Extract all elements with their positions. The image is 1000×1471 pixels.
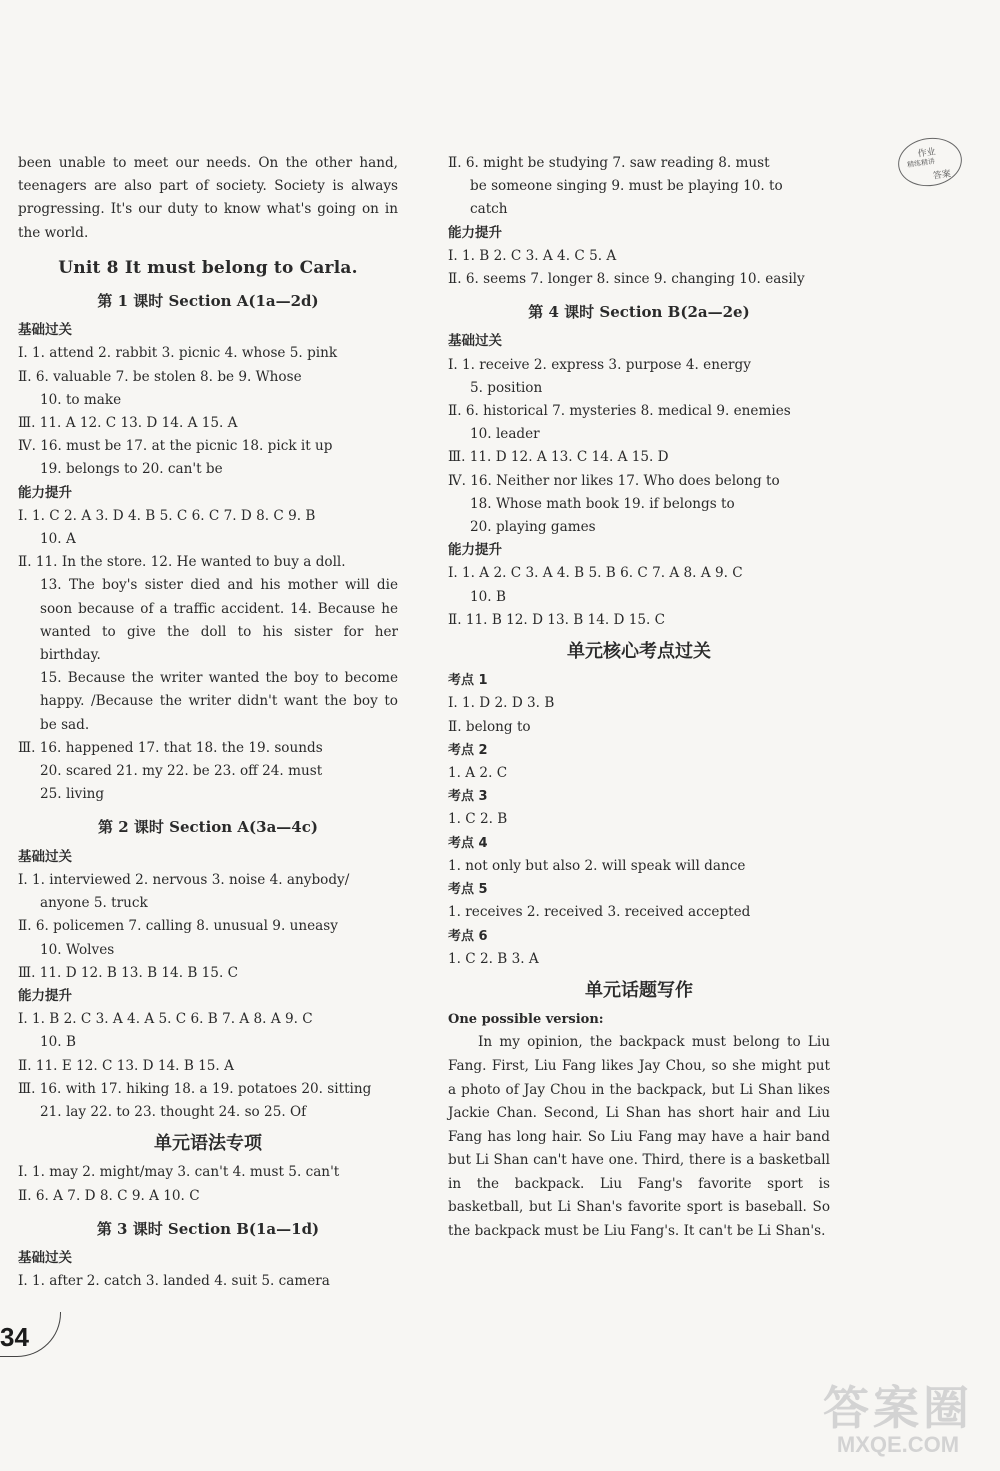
category-heading: 基础过关 bbox=[18, 848, 72, 865]
key-point-label: 考点 5 bbox=[448, 882, 488, 898]
answer-line: Ⅱ. 6. valuable 7. be stolen 8. be 9. Whose bbox=[18, 368, 302, 385]
corner-stamp: 作业 精练精讲 答案 bbox=[895, 134, 965, 190]
answer-line: Ⅰ. 1. B 2. C 3. A 4. A 5. C 6. B 7. A 8. A 9. C bbox=[18, 1011, 313, 1028]
answer-line: 19. belongs to 20. can't be bbox=[40, 461, 223, 478]
answer-line: Ⅱ. belong to bbox=[448, 718, 531, 735]
answer-line: Ⅱ. 6. might be studying 7. saw reading 8. must bbox=[448, 155, 770, 171]
intro-text: been unable to meet our needs. On the other hand, teenagers are also part of society. Society is always progressing. It's our duty to know what's going on in the world. bbox=[18, 155, 398, 241]
writing-title: 单元话题写作 bbox=[585, 979, 693, 1001]
answer-line: Ⅲ. 16. with 17. hiking 18. a 19. potatoes 20. sitting bbox=[18, 1080, 372, 1097]
answer-line: 25. living bbox=[40, 786, 105, 803]
answer-line: 10. A bbox=[40, 531, 76, 548]
lesson4-title: 第 4 课时 Section B(2a—2e) bbox=[528, 303, 750, 322]
answer-line: Ⅰ. 1. B 2. C 3. A 4. C 5. A bbox=[448, 247, 617, 264]
answer-line: 21. lay 22. to 23. thought 24. so 25. Of bbox=[40, 1103, 307, 1120]
answer-line: be someone singing 9. must be playing 10. to bbox=[470, 178, 783, 195]
answer-line: catch bbox=[470, 201, 508, 218]
category-heading: 能力提升 bbox=[448, 542, 502, 559]
answer-line: Ⅲ. 11. D 12. B 13. B 14. B 15. C bbox=[18, 964, 239, 981]
answer-line: Ⅰ. 1. C 2. A 3. D 4. B 5. C 6. C 7. D 8. C 9. B bbox=[18, 507, 316, 524]
watermark-url: MXQE.COM bbox=[836, 1432, 960, 1457]
answer-line: Ⅱ. 11. B 12. D 13. B 14. D 15. C bbox=[448, 611, 666, 628]
answer-line: Ⅱ. 6. A 7. D 8. C 9. A 10. C bbox=[18, 1187, 200, 1204]
watermark-cn: 答案圈 bbox=[823, 1382, 973, 1434]
category-heading: 基础过关 bbox=[18, 1249, 72, 1266]
answer-line: Ⅰ. 1. after 2. catch 3. landed 4. suit 5. camera bbox=[18, 1273, 330, 1290]
answer-line: Ⅲ. 11. D 12. A 13. C 14. A 15. D bbox=[448, 449, 669, 466]
answer-line: Ⅱ. 6. historical 7. mysteries 8. medical 9. enemies bbox=[448, 403, 791, 420]
answer-line: 1. C 2. B 3. A bbox=[448, 950, 539, 967]
category-heading: 基础过关 bbox=[448, 333, 502, 350]
answer-line: 20. scared 21. my 22. be 23. off 24. must bbox=[40, 763, 323, 780]
answer-line: 1. A 2. C bbox=[448, 765, 508, 782]
answer-line: Ⅰ. 1. A 2. C 3. A 4. B 5. B 6. C 7. A 8. A 9. C bbox=[448, 565, 743, 582]
answer-line: anyone 5. truck bbox=[40, 895, 148, 912]
unit-title: Unit 8 It must belong to Carla. bbox=[58, 257, 358, 278]
core-points-title: 单元核心考点过关 bbox=[567, 641, 711, 663]
essay-text: In my opinion, the backpack must belong to Liu Fang. First, Liu Fang likes Jay Chou, so she might put a photo of Jay Chou in the backpack, but Li Shan likes Jackie Chan. Second, Li Shan has short hair and Liu Fang has long hair. So Liu Fang may have a hair band but Li Shan can't have one. Third, there is a basketball in the backpack. Liu Fang's favorite sport is basketball, but Li Shan's favorite sport is baseball. So the backpack must be Liu Fang's. It can't be Li Shan's. bbox=[448, 1034, 830, 1240]
key-point-label: 考点 4 bbox=[448, 835, 488, 851]
grammar-title: 单元语法专项 bbox=[154, 1133, 262, 1155]
answer-line: 10. B bbox=[470, 588, 506, 605]
lesson3-title: 第 3 课时 Section B(1a—1d) bbox=[96, 1219, 320, 1238]
answer-line: Ⅰ. 1. D 2. D 3. B bbox=[448, 695, 555, 712]
answer-line: 1. not only but also 2. will speak will dance bbox=[448, 857, 746, 874]
category-heading: 能力提升 bbox=[448, 224, 502, 241]
lesson2-title: 第 2 课时 Section A(3a—4c) bbox=[98, 818, 318, 837]
key-point-label: 考点 2 bbox=[448, 742, 488, 758]
answer-line: Ⅱ. 11. In the store. 12. He wanted to buy a doll. bbox=[18, 554, 346, 571]
answer-line: Ⅱ. 6. policemen 7. calling 8. unusual 9. uneasy bbox=[18, 918, 338, 935]
answer-line: Ⅱ. 6. seems 7. longer 8. since 9. changing 10. easily bbox=[448, 271, 805, 288]
answer-line: 10. to make bbox=[40, 391, 122, 408]
answer-line: Ⅰ. 1. interviewed 2. nervous 3. noise 4. anybody/ bbox=[18, 871, 350, 888]
category-heading: 能力提升 bbox=[18, 484, 72, 501]
answer-paragraph: 13. The boy's sister died and his mother will die soon because of a traffic accident. 14. Because he wanted to give the doll to his sister for her birthday. bbox=[40, 577, 398, 664]
key-point-label: 考点 1 bbox=[448, 673, 488, 689]
right-column bbox=[448, 152, 830, 1244]
answer-line: Ⅲ. 11. A 12. C 13. D 14. A 15. A bbox=[18, 415, 238, 432]
answer-line: 10. leader bbox=[470, 426, 540, 443]
answer-line: 10. Wolves bbox=[40, 941, 115, 958]
left-column bbox=[18, 152, 398, 1293]
answer-line: 5. position bbox=[470, 379, 543, 396]
answer-line: Ⅲ. 16. happened 17. that 18. the 19. sounds bbox=[18, 739, 323, 756]
answer-line: Ⅰ. 1. receive 2. express 3. purpose 4. energy bbox=[448, 356, 751, 373]
answer-line: 1. C 2. B bbox=[448, 811, 508, 828]
category-heading: 能力提升 bbox=[18, 987, 72, 1004]
answer-line: Ⅰ. 1. may 2. might/may 3. can't 4. must 5. can't bbox=[18, 1164, 340, 1181]
answer-line: Ⅳ. 16. must be 17. at the picnic 18. pick it up bbox=[18, 438, 333, 455]
answer-line: Ⅱ. 11. E 12. C 13. D 14. B 15. A bbox=[18, 1057, 234, 1074]
answer-line: Ⅳ. 16. Neither nor likes 17. Who does belong to bbox=[448, 472, 780, 489]
answer-line: Ⅰ. 1. attend 2. rabbit 3. picnic 4. whose 5. pink bbox=[18, 345, 338, 362]
lesson1-title: 第 1 课时 Section A(1a—2d) bbox=[97, 292, 319, 311]
answer-line: 10. B bbox=[40, 1034, 76, 1051]
watermark bbox=[818, 1372, 978, 1458]
version-label: One possible version: bbox=[448, 1012, 604, 1028]
answer-line: 18. Whose math book 19. if belongs to bbox=[470, 495, 735, 512]
category-heading: 基础过关 bbox=[18, 322, 72, 339]
page-number: 34 bbox=[0, 1322, 29, 1352]
key-point-label: 考点 6 bbox=[448, 928, 488, 944]
answer-paragraph: 15. Because the writer wanted the boy to become happy. /Because the writer didn't want the boy to be sad. bbox=[40, 670, 398, 733]
answer-line: 20. playing games bbox=[470, 519, 596, 536]
answer-line: 1. receives 2. received 3. received accepted bbox=[448, 904, 751, 921]
key-point-label: 考点 3 bbox=[448, 789, 488, 805]
